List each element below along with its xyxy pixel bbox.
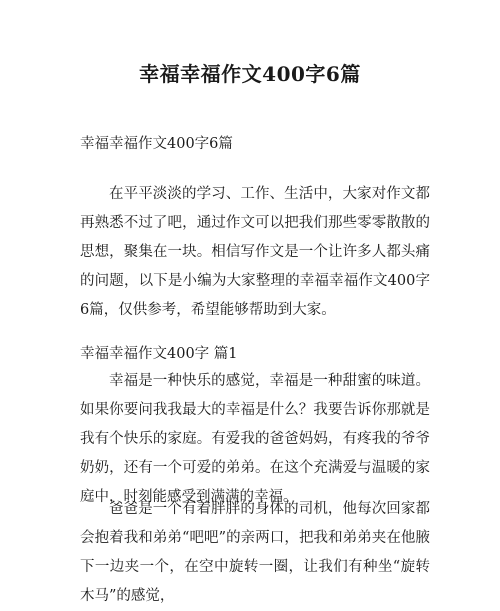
section-heading: 幸福幸福作文400字 篇1 (80, 346, 238, 362)
intro-paragraph: 在平平淡淡的学习、工作、生活中，大家对作文都再熟悉不过了吧，通过作文可以把我们那些零零散散的思想，聚集在一块。相信写作文是一个让许多人都头痛的问题，以下是小编为大家整理的幸福幸福作文400字6篇，仅供参考，希望能够帮助到大家。 (80, 186, 430, 318)
body-paragraph: 幸福是一种快乐的感觉，幸福是一种甜蜜的味道。如果你要问我我最大的幸福是什么？我要告诉你那就是我有个快乐的家庭。有爱我的爸爸妈妈，有疼我的爷爷奶奶，还有一个可爱的弟弟。在这个充满爱与温暖的家庭中，时刻能感受到满满的幸福。 (80, 373, 430, 505)
document-subtitle: 幸福幸福作文400字6篇 (80, 136, 233, 152)
document-title: 幸福幸福作文400字6篇 (139, 62, 361, 86)
body-paragraph: 爸爸是一个有着胖胖的身体的司机，他每次回家都会抱着我和弟弟“吧吧”的亲两口，把我和弟弟夹在他腋下一边夹一个，在空中旋转一圈，让我们有种坐“旋转木马”的感觉， (80, 501, 430, 604)
